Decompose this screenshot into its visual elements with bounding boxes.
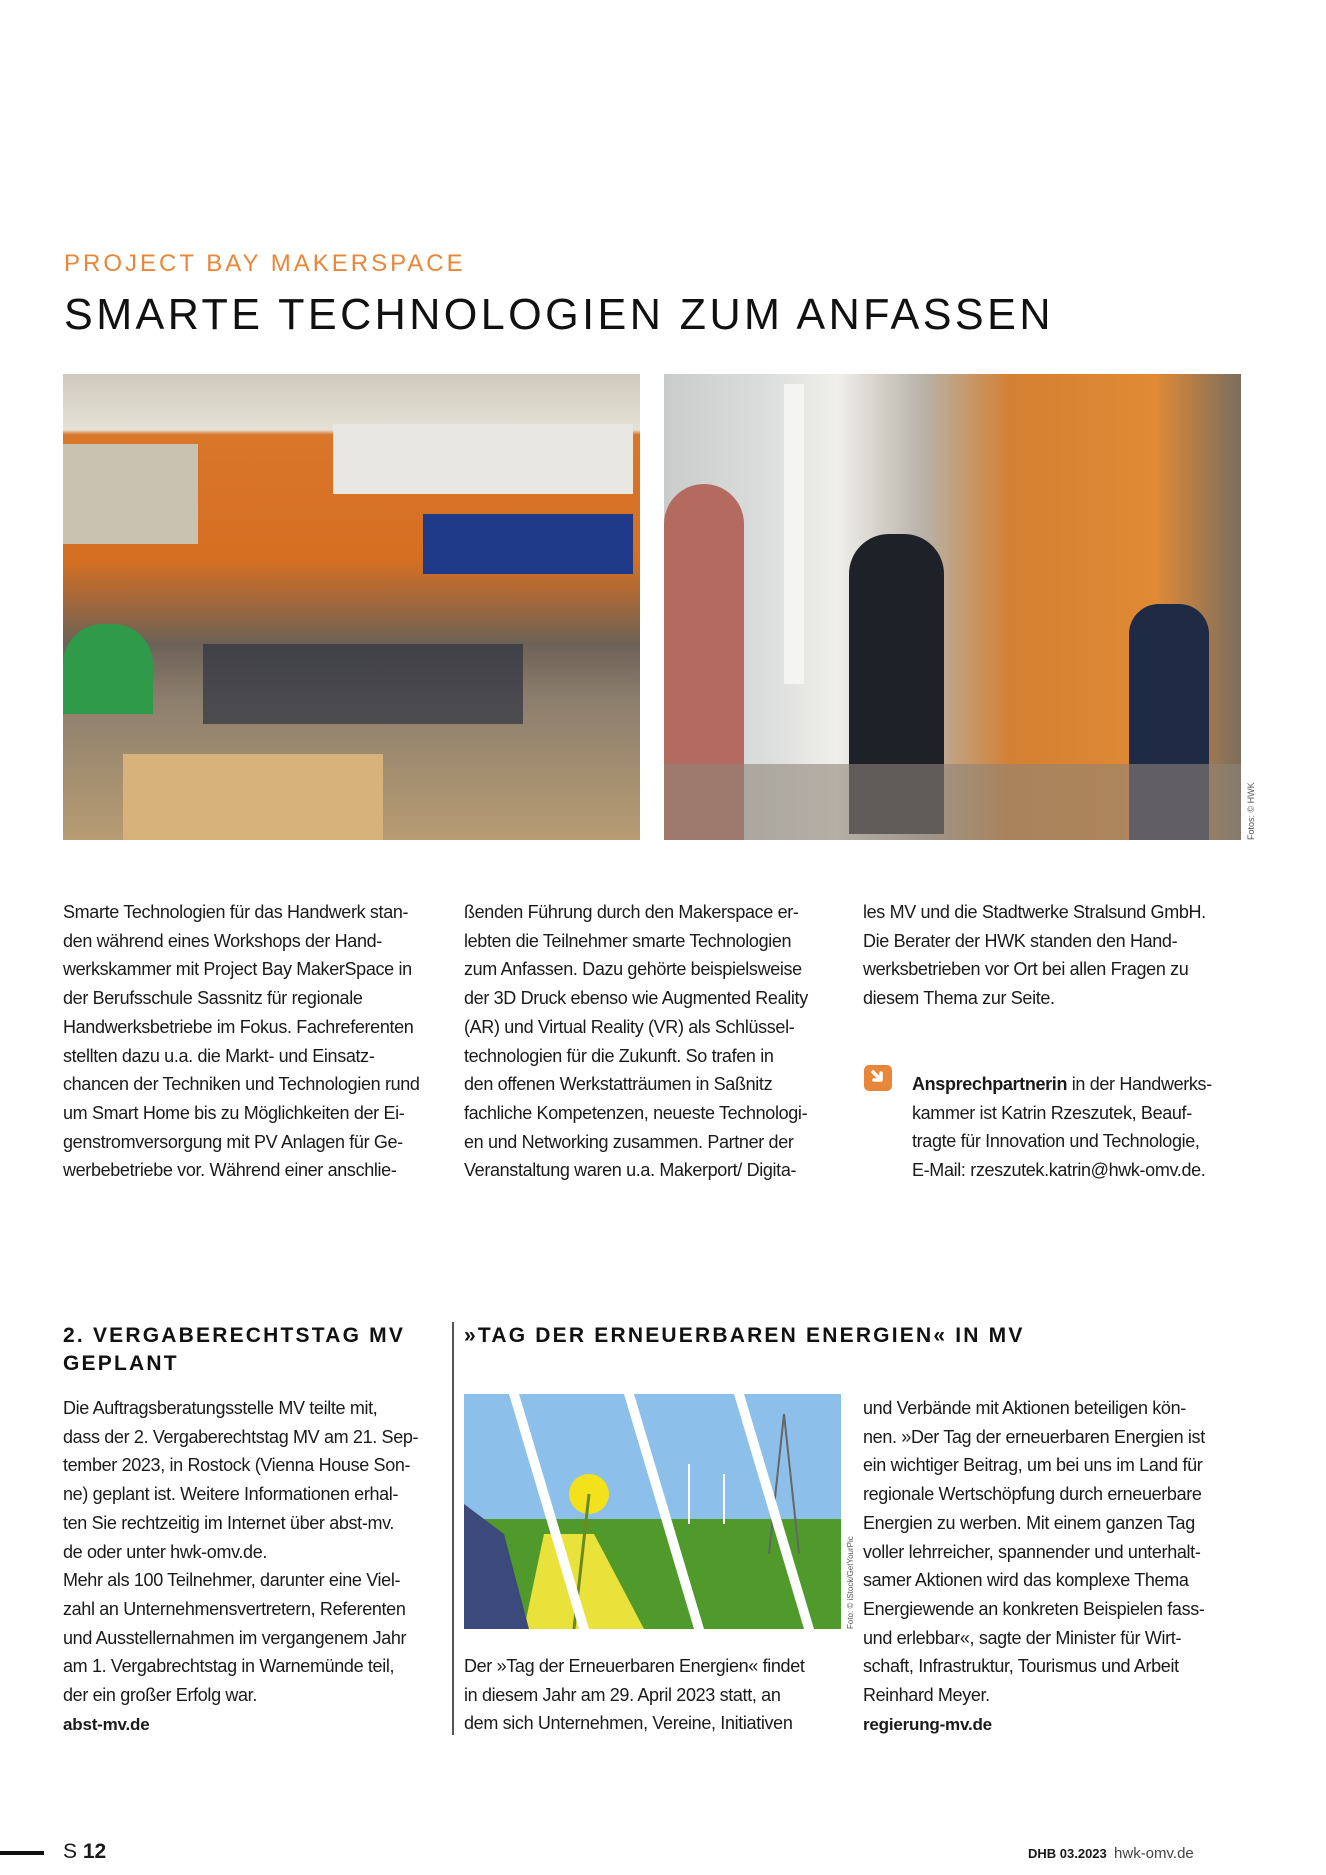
site-label: hwk-omv.de <box>1114 1845 1194 1862</box>
workshop-photo <box>63 374 640 840</box>
footer-issue <box>1028 1845 1194 1862</box>
page-prefix: S <box>63 1840 78 1863</box>
arrow-icon <box>864 1065 892 1091</box>
energie-text: und Verbände mit Aktionen beteiligen kön- nen. »Der Tag der erneuerbaren Energien ist ein wichtiger Beitrag, um bei uns im Land für regionale Wertschöpfung durch erneuerbare Energien zu werben. Mit einem ganzen Tag voller lehrreicher, spannender und unterhalt- samer Aktionen wird das komplexe Thema Energiewende an konkreten Beispielen fass- und erlebbar«, sagte der Minister für Wirt- schaft, Infrastruktur, Tourismus und Arbeit Reinhard Meyer. <box>863 1398 1205 1706</box>
energie-link[interactable]: regierung-mv.de <box>863 1715 992 1734</box>
article-kicker: PROJECT BAY MAKERSPACE <box>64 250 466 277</box>
photo-credit: Fotos: © HWK <box>1246 782 1256 840</box>
contact-label: Ansprechpartnerin <box>912 1074 1068 1094</box>
contact-text: in der Handwerks- kammer ist Katrin Rzeszutek, Beauf- tragte für Innovation und Technologie, E-Mail: rzeszutek.katrin@hwk-omv.de. <box>912 1074 1212 1181</box>
page-number-value: 12 <box>82 1840 107 1863</box>
vergabe-link[interactable]: abst-mv.de <box>63 1715 150 1734</box>
footer-bar <box>0 1851 44 1855</box>
article-column-2: ßenden Führung durch den Makerspace er- lebten die Teilnehmer smarte Technologien zum Anfassen. Dazu gehörte beispielsweise der 3D Druck ebenso wie Augmented Reality (AR) und Virtual Reality (VR) als Schlüssel- technologien für die Zukunft. So trafen in den offenen Werkstatträumen in Saßnitz fachliche Kompetenzen, neueste Technologi- en und Networking zusammen. Partner der Veranstaltung waren u.a. Makerport/ Digita- <box>464 902 808 1181</box>
article-column-1: Smarte Technologien für das Handwerk stan- den während eines Workshops der Hand- werkskammer mit Project Bay MakerSpace in der Berufsschule Sassnitz für regionale Handwerksbetriebe im Fokus. Fachreferenten stellten dazu u.a. die Markt- und Einsatz- chancen der Techniken und Technologien rund um Smart Home bis zu Möglichkeiten der Ei- genstromversorgung mit PV Anlagen für Ge- werbebetriebe vor. Während einer anschlie- <box>63 902 420 1181</box>
article-column-3: les MV und die Stadtwerke Stralsund GmbH. Die Berater der HWK standen den Hand- werksbetrieben vor Ort bei allen Fragen zu diesem Thema zur Seite. <box>863 902 1206 1009</box>
energie-photo-credit: Foto: © iStock/GetYourPic <box>846 1536 855 1629</box>
energie-heading: »TAG DER ERNEUERBAREN ENERGIEN« IN MV <box>464 1324 1025 1347</box>
vergabe-text: Die Auftragsberatungsstelle MV teilte mit, dass der 2. Vergaberechtstag MV am 21. Sep- tember 2023, in Rostock (Vienna House Son- ne) geplant ist. Weitere Informationen erhal- ten Sie rechtzeitig im Internet über abst-mv. de oder unter hwk-omv.de. Mehr als 100 Teilnehmer, darunter eine Viel- zahl an Unternehmensvertretern, Referenten und Ausstellernahmen im vergangenem Jahr am 1. Vergabrechtstag in Warnemünde teil, der ein großer Erfolg war. <box>63 1398 419 1706</box>
energie-caption: Der »Tag der Erneuerbaren Energien« findet in diesem Jahr am 29. April 2023 statt, an dem sich Unternehmen, Vereine, Initiativen <box>464 1656 805 1734</box>
column-divider <box>452 1322 454 1735</box>
contact-info <box>912 1070 1212 1185</box>
renewable-energy-photo <box>464 1394 841 1629</box>
vr-demo-photo <box>664 374 1241 840</box>
issue-label: DHB 03.2023 <box>1028 1846 1107 1861</box>
page-number <box>63 1840 106 1864</box>
vergabe-heading: 2. VERGABERECHTSTAG MV GEPLANT <box>63 1324 406 1375</box>
article-title: SMARTE TECHNOLOGIEN ZUM ANFASSEN <box>64 290 1054 339</box>
